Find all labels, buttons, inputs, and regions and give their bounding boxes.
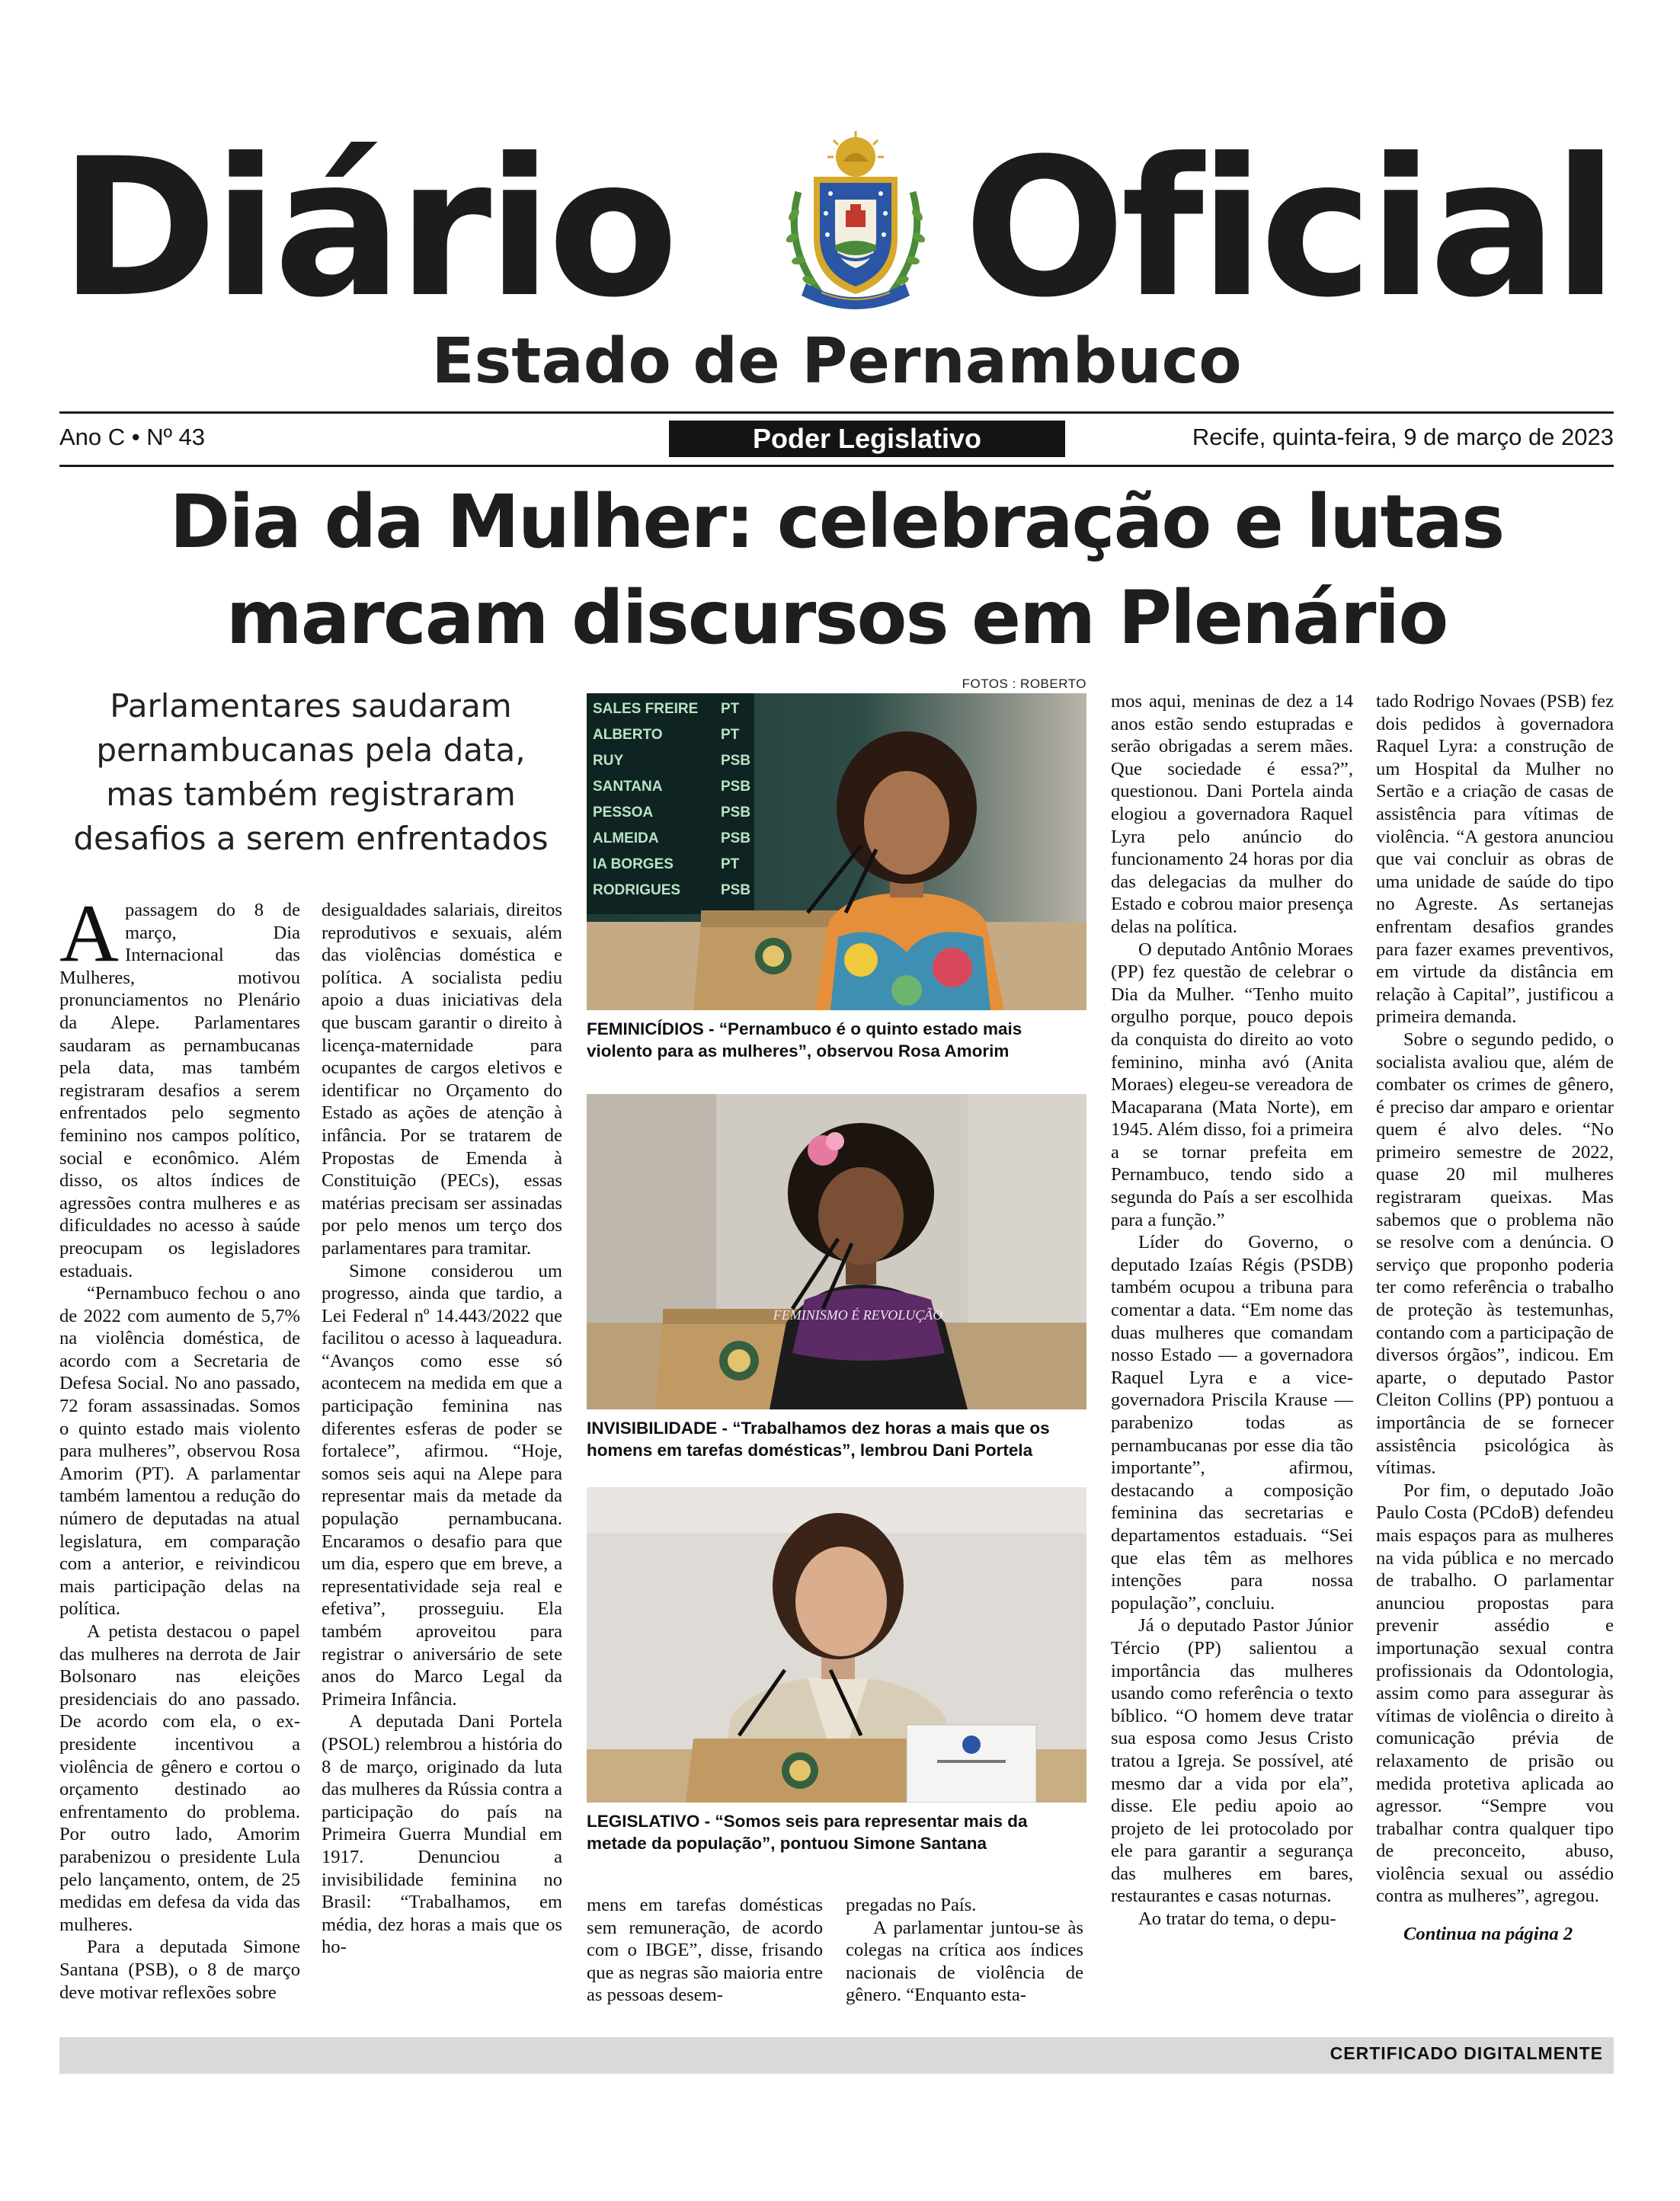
subheadline bbox=[59, 684, 562, 861]
scoreboard-party: PSB bbox=[721, 882, 751, 898]
subhead-line-3: mas também registraram bbox=[106, 776, 516, 813]
headline-line-1: Dia da Mulher: celebração e lutas bbox=[169, 479, 1504, 565]
paragraph: Para a deputada Simone Santana (PSB), o 8 de março deve motivar reflexões sobre bbox=[59, 1937, 300, 2003]
digital-certification: CERTIFICADO DIGITALMENTE bbox=[1330, 2043, 1603, 2063]
subhead-line-4: desafios a serem enfrentados bbox=[73, 820, 549, 857]
masthead-title-left: Diário bbox=[59, 117, 674, 339]
photo-caption-2: INVISIBILIDADE - “Trabalhamos dez horas a mais que os homens em tarefas domésticas”, lembrou Dani Portela bbox=[587, 1419, 1050, 1460]
scoreboard-name: IA BORGES bbox=[593, 856, 674, 872]
photo-rosa-amorim bbox=[587, 693, 1086, 1010]
scoreboard-party: PT bbox=[721, 701, 740, 717]
article-column-3 bbox=[587, 1894, 823, 2007]
dateline: Recife, quinta-feira, 9 de março de 2023 bbox=[1192, 424, 1614, 450]
scoreboard-name: SANTANA bbox=[593, 779, 663, 795]
article-column-2 bbox=[322, 899, 562, 1959]
paragraph: pregadas no País. bbox=[846, 1895, 977, 1915]
subhead-line-1: Parlamentares saudaram bbox=[110, 687, 512, 725]
masthead-rule-top bbox=[59, 411, 1614, 414]
scoreboard-party: PSB bbox=[721, 805, 751, 821]
photo-simone-santana-image bbox=[587, 1487, 1086, 1803]
article-column-5 bbox=[1111, 690, 1353, 1931]
masthead-rule-bottom bbox=[59, 465, 1614, 467]
masthead bbox=[59, 117, 1614, 398]
edition-number: Ano C • Nº 43 bbox=[59, 424, 206, 450]
main-headline bbox=[59, 474, 1614, 666]
article-column-1 bbox=[59, 888, 300, 2004]
continue-on-page-link[interactable]: Continua na página 2 bbox=[1403, 1924, 1573, 1945]
footer-band bbox=[59, 2037, 1614, 2074]
paragraph bbox=[59, 888, 300, 1282]
scoreboard-name: SALES FREIRE bbox=[593, 701, 699, 717]
scoreboard-party: PSB bbox=[721, 779, 751, 795]
photo-dani-portela-image bbox=[587, 1094, 1086, 1409]
paragraph: Líder do Governo, o deputado Izaías Régis (PSDB) também ocupou a tribuna para comentar a data. “Em nome das duas mulheres que comandam nosso Estado — a governadora Raquel Lyra e a vice-governadora Priscila Krause — parabenizo todas as pernambucanas por esse dia tão importante”, afirmou, destacando a composição feminina das secretarias e departamentos estaduais. “Sei que elas têm as melhores intenções para nossa população”, concluiu. bbox=[1111, 1232, 1353, 1614]
paragraph: Ao tratar do tema, o depu- bbox=[1138, 1908, 1336, 1930]
section-badge: Poder Legislativo bbox=[669, 421, 1065, 457]
article-column-6 bbox=[1376, 690, 1614, 1946]
paragraph: A parlamentar juntou-se às colegas na crítica aos índices nacionais de violência de gênero. “Enquanto esta- bbox=[846, 1917, 1083, 2006]
drop-cap: A bbox=[59, 888, 119, 979]
photo-caption-1: FEMINICÍDIOS - “Pernambuco é o quinto estado mais violento para as mulheres”, observou Rosa Amorim bbox=[587, 1019, 1022, 1061]
photo-simone-santana bbox=[587, 1487, 1086, 1803]
photo-rosa-amorim-image bbox=[587, 693, 1086, 1010]
scoreboard-party: PSB bbox=[721, 830, 751, 846]
scoreboard-name: RODRIGUES bbox=[593, 882, 681, 898]
paragraph: tado Rodrigo Novaes (PSB) fez dois pedidos à governadora Raquel Lyra: a construção de um Hospital da Mulher no Sertão e a criação de casas de assistência para vítimas de violência. “A gestora anunciou que vai concluir as obras de uma unidade de saúde do tipo no Agreste. As sertanejas enfrentam desafios grandes para fazer exames preventivos, em virtude da distância em relação à Capital”, justificou a primeira demanda. bbox=[1376, 691, 1614, 1028]
headline-line-2: marcam discursos em Plenário bbox=[226, 575, 1448, 661]
subhead-line-2: pernambucanas pela data, bbox=[96, 731, 526, 769]
pernambuco-coat-of-arms-icon bbox=[776, 131, 936, 314]
paragraph: Sobre o segundo pedido, o socialista avaliou que, além de combater os crimes de gênero, é preciso dar amparo e orientar quem é alvo deles. “No primeiro semestre de 2022, quase 20 mil mulheres registraram queixas. Mas sabemos que o problema não se resolve com a denúncia. O serviço que proponho poderia ter como referência o trabalho de proteção às testemunhas, contando com a participação de diversos órgãos”, indicou. Em aparte, o deputado Pastor Cleiton Collins (PP) pontuou a importância de se fornecer assistência psicológica às vítimas. bbox=[1376, 1029, 1614, 1479]
scoreboard-name: RUY bbox=[593, 753, 624, 769]
paragraph: A petista destacou o papel das mulheres na derrota de Jair Bolsonaro nas eleições presidenciais do ano passado. De acordo com ela, o ex-presidente incentivou a violência de gênero e cortou o orçamento destinado ao enfrentamento do problema. Por outro lado, Amorim parabenizou o presidente Lula pelo lançamento, ontem, de 25 medidas em defesa da vida das mulheres. bbox=[59, 1621, 300, 1935]
paragraph: Simone considerou um progresso, ainda que tardio, a Lei Federal nº 14.443/2022 que facilitou o acesso à laqueadura. “Avanços como esse só acontecem na medida em que a participação feminina nas diferentes esferas de poder se fortalece”, afirmou. “Hoje, somos seis aqui na Alepe para representar mais da metade da população pernambucana. Encaramos o desafio para que um dia, espero que em breve, a representatividade seja real e efetiva”, prosseguiu. Ela também aproveitou para registrar o aniversário de sete anos do Marco Legal da Primeira Infância. bbox=[322, 1260, 562, 1710]
scoreboard-name: ALMEIDA bbox=[593, 830, 659, 846]
paragraph-text: passagem do 8 de março, Dia Internacional das Mulheres, motivou pronunciamentos no Plenário da Alepe. Parlamentares saudaram as pernambucanas pela data, mas também registraram desafios a serem enfrentados pelo segmento feminino nos campos político, social e econômico. Além disso, os altos índices de agressões contra mulheres e as dificuldades no acesso à saúde preocupam os legisladores estaduais. bbox=[59, 900, 300, 1281]
photo-caption-3: LEGISLATIVO - “Somos seis para representar mais da metade da população”, pontuou Simone Santana bbox=[587, 1812, 1028, 1853]
paragraph: Por fim, o deputado João Paulo Costa (PCdoB) defendeu mais espaços para as mulheres na vida pública e no mercado de trabalho. O parlamentar anunciou propostas para prevenir assédio e importunação sexual contra profissionais da Odontologia, assim como para assegurar às vítimas de violência o direito à comunicação prévia de relaxamento de prisão ou medida protetiva aplicada ao agressor. “Sempre vou trabalhar contra qualquer tipo de preconceito, abuso, violência sexual ou assédio contra as mulheres”, agregou. bbox=[1376, 1480, 1614, 1907]
scoreboard-party: PT bbox=[721, 727, 740, 743]
paragraph: Já o deputado Pastor Júnior Tércio (PP) salientou a importância das mulheres usando como referência o texto bíblico. “O homem deve tratar sua esposa como Jesus Cristo tratou a Igreja. Se possível, até mesmo dar a vida por ela”, disse. Ele pediu apoio ao projeto de lei protocolado por ele para garantir a segurança das mulheres em bares, restaurantes e casas noturnas. bbox=[1111, 1615, 1353, 1907]
paragraph: mens em tarefas domésticas sem remuneração, de acordo com o IBGE”, disse, frisando que as negras são maioria entre as pessoas desem- bbox=[587, 1895, 823, 2006]
shirt-slogan: FEMINISMO É REVOLUÇÃO bbox=[773, 1307, 943, 1323]
article-column-4 bbox=[846, 1894, 1083, 2007]
scoreboard-name: PESSOA bbox=[593, 805, 654, 821]
paragraph: A deputada Dani Portela (PSOL) relembrou a história do 8 de março, originado da luta das mulheres da Rússia contra a participação do país na Primeira Guerra Mundial em 1917. Denunciou a invisibilidade feminina no Brasil: “Trabalhamos, em média, dez horas a mais que os ho- bbox=[322, 1711, 562, 1958]
photo-credit: FOTOS : ROBERTO bbox=[962, 677, 1086, 691]
paragraph: mos aqui, meninas de dez a 14 anos estão sendo estupradas e serão obrigadas a serem mães. Que sociedade é essa?”, questionou. Dani Portela ainda elogiou a governadora Raquel Lyra pelo anúncio do funcionamento 24 horas por dia das delegacias da mulher do Estado e cobrou maior presença delas na política. bbox=[1111, 691, 1353, 937]
paragraph: O deputado Antônio Moraes (PP) fez questão de celebrar o Dia da Mulher. “Tenho muito orgulho porque, pouco depois da conquista do direito ao voto feminino, minha avó (Anita Moraes) elegeu-se vereadora de Macaparana (Mata Norte), em 1945. Além disso, foi a primeira a se tornar prefeita em Pernambuco, tendo sido a segunda do País a ser escolhida para a função.” bbox=[1111, 939, 1353, 1230]
scoreboard-name: ALBERTO bbox=[593, 727, 663, 743]
scoreboard-party: PSB bbox=[721, 753, 751, 769]
paragraph: desigualdades salariais, direitos reprodutivos e sexuais, além das violências doméstica e política. A socialista pediu apoio a duas iniciativas dela que buscam garantir o direito à licença-maternidade para ocupantes de cargos eletivos e identificar no Orçamento do Estado as ações de atenção à infância. Por se tratarem de Propostas de Emenda à Constituição (PECs), essas matérias precisam ser assinadas por pelo menos um terço dos parlamentares para tramitar. bbox=[322, 900, 562, 1259]
masthead-title-right: Oficial bbox=[963, 117, 1614, 339]
scoreboard-party: PT bbox=[721, 856, 740, 872]
info-bar bbox=[59, 421, 1614, 460]
masthead-subtitle: Estado de Pernambuco bbox=[431, 325, 1242, 398]
photo-dani-portela bbox=[587, 1094, 1086, 1409]
paragraph: “Pernambuco fechou o ano de 2022 com aumento de 5,7% na violência doméstica, de acordo com a Secretaria de Defesa Social. No ano passado, 72 foram assassinadas. Somos o quinto estado mais violento para mulheres”, observou Rosa Amorim (PT). A parlamentar também lamentou a redução do número de deputadas na atual legislatura, em comparação com a anterior, e reivindicou mais participação delas na política. bbox=[59, 1283, 300, 1620]
